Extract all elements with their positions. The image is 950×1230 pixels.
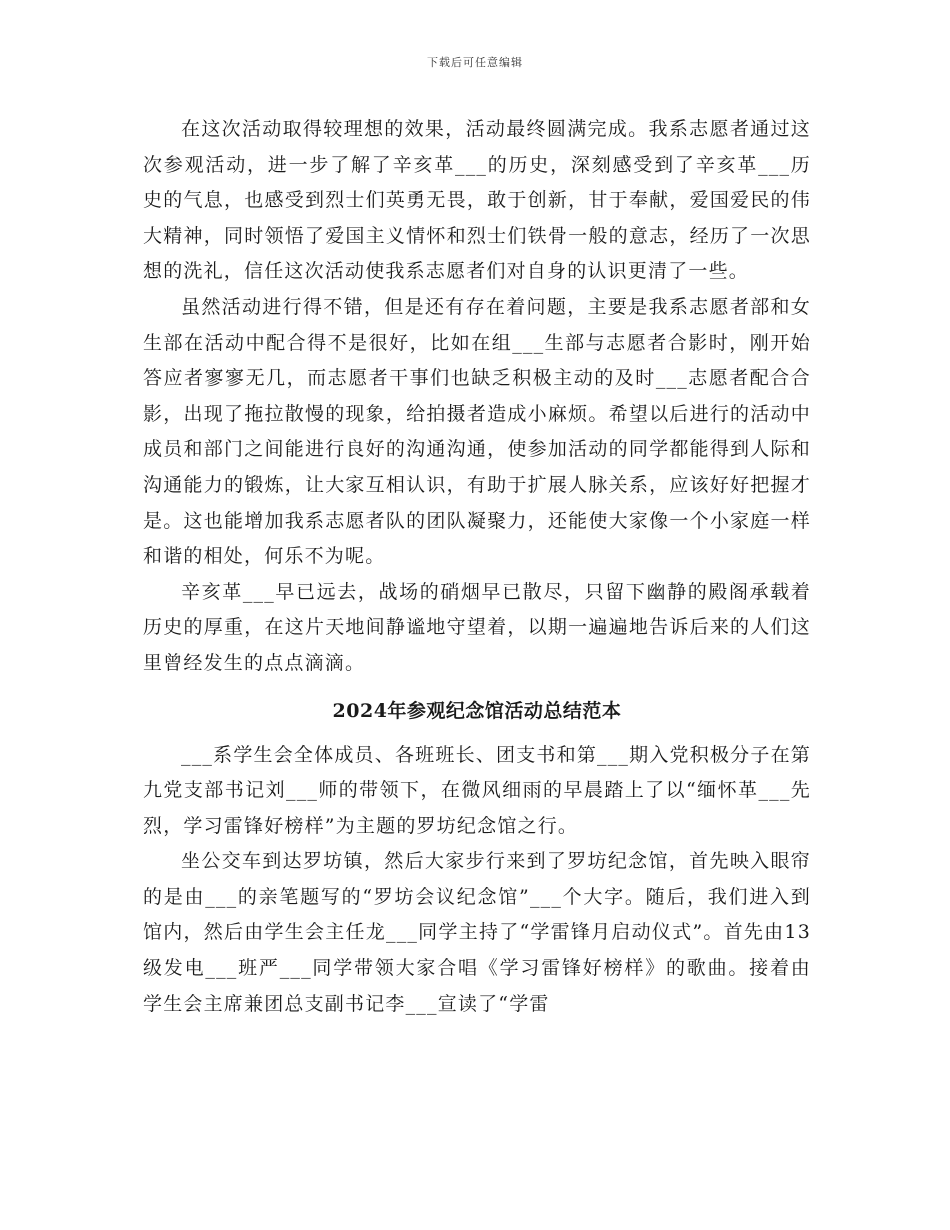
page-header: 下载后可任意编辑 (427, 56, 523, 69)
paragraph-5: 坐公交车到达罗坊镇，然后大家步行来到了罗坊纪念馆，首先映入眼帘的是由___的亲笔题写的“罗坊会议纪念馆”___个大字。随后，我们进入到馆内，然后由学生会主任龙___同学主持了“学雷锋月启动仪式”。首先由13级发电___班严___同学带领大家合唱《学习雷锋好榜样》的歌曲。接着由学生会主席兼团总支副书记李___宣读了“学雷 (143, 850, 811, 1015)
paragraph-1: 在这次活动取得较理想的效果，活动最终圆满完成。我系志愿者通过这次参观活动，进一步了解了辛亥革___的历史，深刻感受到了辛亥革___历史的气息，也感受到烈士们英勇无畏，敢于创新，甘于奉献，爱国爱民的伟大精神，同时领悟了爱国主义情怀和烈士们铁骨一般的意志，经历了一次思想的洗礼，信任这次活动使我系志愿者们对自身的认识更清了一些。 (143, 118, 811, 283)
document-body (143, 112, 811, 1022)
paragraph-2: 虽然活动进行得不错，但是还有存在着问题，主要是我系志愿者部和女生部在活动中配合得不是很好，比如在组___生部与志愿者合影时，刚开始答应者寥寥无几，而志愿者干事们也缺乏积极主动的及时___志愿者配合合影，出现了拖拉散慢的现象，给拍摄者造成小麻烦。希望以后进行的活动中成员和部门之间能进行良好的沟通沟通，使参加活动的同学都能得到人际和沟通能力的锻炼，让大家互相认识，有助于扩展人脉关系，应该好好把握才是。这也能增加我系志愿者队的团队凝聚力，还能使大家像一个小家庭一样和谐的相处，何乐不为呢。 (143, 295, 811, 568)
paragraph-3: 辛亥革___早已远去，战场的硝烟早已散尽，只留下幽静的殿阁承载着历史的厚重，在这片天地间静谧地守望着，以期一遍遍地告诉后来的人们这里曾经发生的点点滴滴。 (143, 580, 811, 674)
paragraph-4: ___系学生会全体成员、各班班长、团支书和第___期入党积极分子在第九党支部书记刘___师的带领下，在微风细雨的早晨踏上了以“缅怀革___先烈，学习雷锋好榜样”为主题的罗坊纪念馆之行。 (143, 743, 811, 837)
section-title: 2024年参观纪念馆活动总结范本 (332, 699, 622, 722)
